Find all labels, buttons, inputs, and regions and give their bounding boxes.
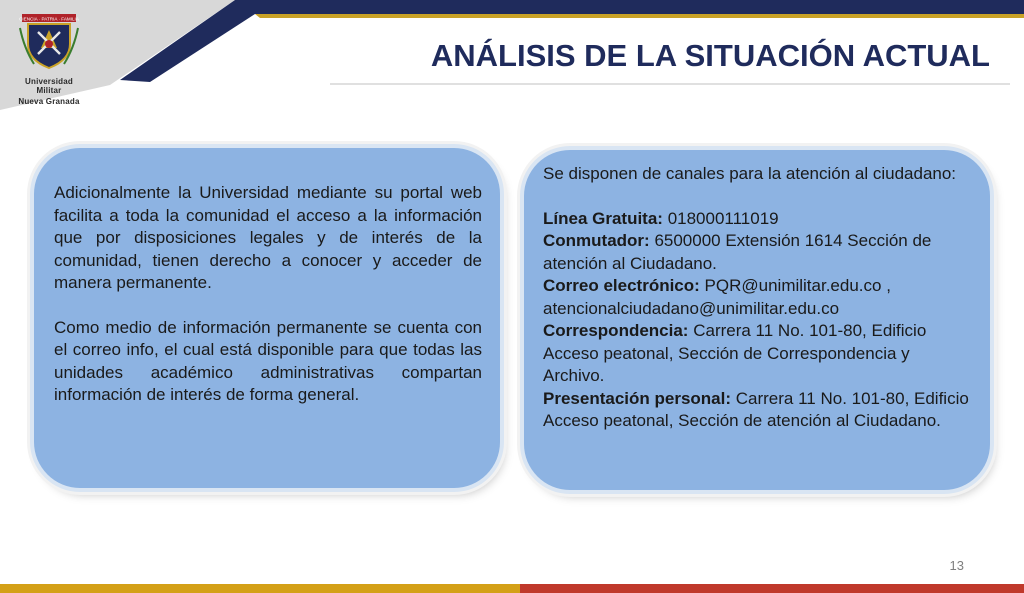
- left-paragraph-2: Como medio de información permanente se cuenta con el correo info, el cual está disponible para que todas las unidades académico administrativas compartan información de interés de forma general.: [54, 317, 482, 404]
- contact-label: Línea Gratuita:: [543, 208, 663, 228]
- left-panel-text: [54, 182, 482, 407]
- logo-name-line2: Nueva Granada: [18, 97, 80, 106]
- right-intro: Se disponen de canales para la atención al ciudadano:: [543, 164, 957, 183]
- left-paragraph-1: Adicionalmente la Universidad mediante su portal web facilita a toda la comunidad el acceso a la información que por disposiciones legales y de interés de la comunidad, tienen derecho a conocer y acceder de manera permanente.: [54, 183, 482, 292]
- contact-value: Carrera 11 No. 101-80, Edificio Acceso peatonal, Sección de atención al Ciudadano.: [543, 388, 969, 430]
- footer-bar: [0, 584, 1024, 593]
- contact-item-in-person: [543, 388, 971, 433]
- contact-item-correspondence: [543, 320, 971, 388]
- logo-name-line1: Universidad Militar: [25, 77, 73, 95]
- footer-red-bar: [520, 584, 1024, 593]
- footer-gold-bar: [0, 584, 520, 593]
- contact-item-email: [543, 275, 971, 320]
- contact-item-switchboard: [543, 230, 971, 275]
- shield-icon: [14, 8, 84, 70]
- slide-title: ANÁLISIS DE LA SITUACIÓN ACTUAL: [430, 38, 990, 73]
- contact-item-phone-free: [543, 208, 971, 231]
- header-gold-stripe: [255, 14, 1024, 18]
- page-number: 13: [949, 558, 964, 573]
- contact-label: Presentación personal:: [543, 388, 732, 408]
- contact-value: 6500000 Extensión 1614 Sección de atención al Ciudadano.: [543, 231, 932, 273]
- contact-label: Correspondencia:: [543, 321, 689, 340]
- contact-value: 018000111019: [662, 208, 779, 228]
- right-panel-text: [543, 163, 971, 433]
- university-logo: [14, 8, 84, 106]
- logo-motto: CIENCIA · PATRIA · FAMILIA: [19, 16, 79, 22]
- contact-label: Conmutador:: [543, 231, 650, 250]
- contact-value: Carrera 11 No. 101-80, Edificio Acceso peatonal, Sección de Correspondencia y Archivo.: [543, 321, 927, 385]
- contact-value: PQR@unimilitar.edu.co , atencionalciudadano@unimilitar.edu.co: [543, 276, 891, 318]
- contact-label: Correo electrónico:: [543, 276, 700, 295]
